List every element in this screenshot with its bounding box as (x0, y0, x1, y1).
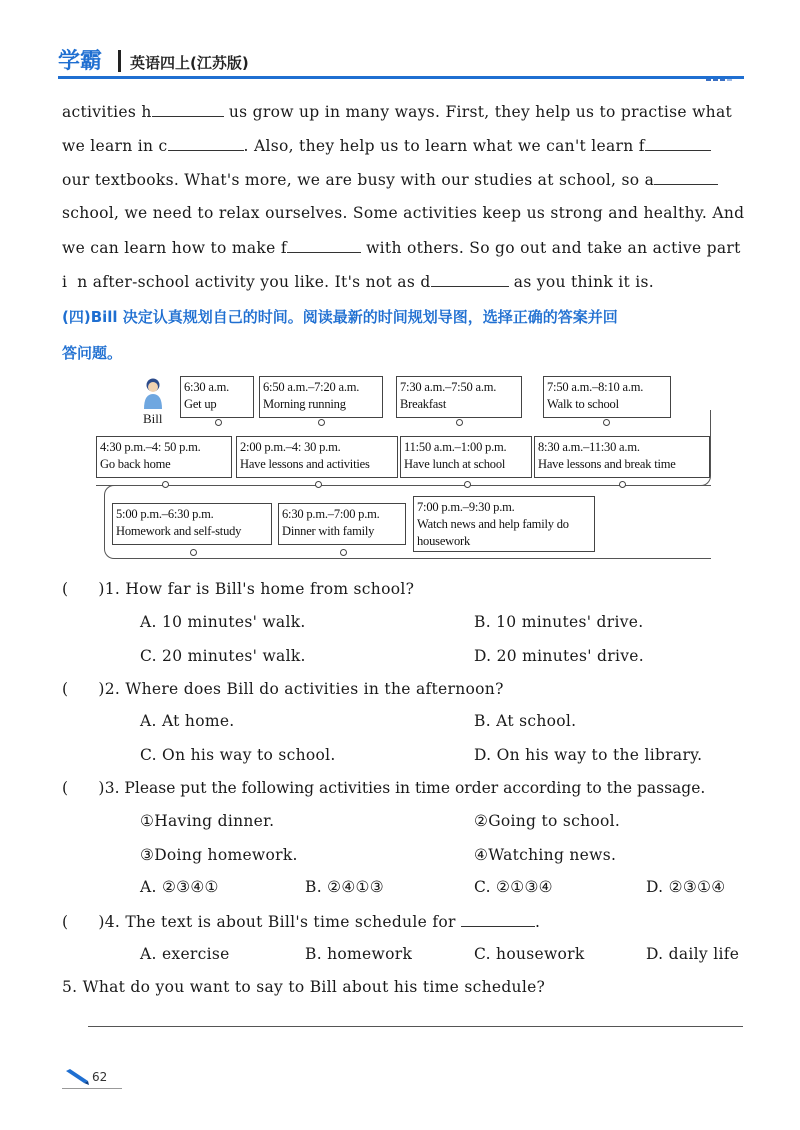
timeline-dot (190, 549, 197, 556)
timeline-dot (603, 419, 610, 426)
blank-input[interactable] (168, 136, 244, 151)
schedule-box: 5:00 p.m.–6:30 p.m. Homework and self-study (112, 503, 272, 545)
brand-logo (58, 44, 102, 75)
schedule-box: 8:30 a.m.–11:30 a.m. Have lessons and break time (534, 436, 710, 478)
item-3: ③Doing homework. (140, 846, 298, 864)
option-b[interactable]: B. 10 minutes' drive. (474, 613, 644, 631)
book-title: 英语四上(江苏版) (130, 54, 249, 72)
question-2: ( )2. Where does Bill do activities in the afternoon? (62, 680, 504, 698)
question-4: ( )4. The text is about Bill's time schedule for . (62, 913, 541, 931)
timeline-dot (162, 481, 169, 488)
blank-input[interactable] (152, 102, 224, 117)
option-a[interactable]: A. exercise (140, 945, 230, 963)
option-a[interactable]: A. 10 minutes' walk. (140, 613, 306, 631)
timeline-dot (464, 481, 471, 488)
blank-input[interactable] (654, 170, 718, 185)
answer-line[interactable] (88, 1026, 743, 1027)
schedule-box: 7:30 a.m.–7:50 a.m. Breakfast (396, 376, 522, 418)
option-c[interactable]: C. 20 minutes' walk. (140, 647, 306, 665)
timeline-dot (456, 419, 463, 426)
question-5: 5. What do you want to say to Bill about his time schedule? (62, 978, 546, 996)
blank-input[interactable] (461, 912, 535, 927)
timeline-dot (619, 481, 626, 488)
passage-line-6: i n after-school activity you like. It's not as d as you think it is. (62, 273, 655, 291)
passage-line-1: activities h us grow up in many ways. First, they help us to practise what (62, 103, 733, 121)
passage-line-2: we learn in c . Also, they help us to learn what we can't learn f (62, 136, 711, 155)
option-b[interactable]: B. ②④①③ (305, 878, 384, 896)
timeline-dot (340, 549, 347, 556)
option-b[interactable]: B. homework (305, 945, 413, 963)
option-d[interactable]: D. 20 minutes' drive. (474, 647, 644, 665)
schedule-box: 7:50 a.m.–8:10 a.m. Walk to school (543, 376, 671, 418)
schedule-box: 7:00 p.m.–9:30 p.m. Watch news and help family do housework (413, 496, 595, 552)
blank-input[interactable] (645, 136, 711, 151)
option-a[interactable]: A. ②③④① (140, 878, 219, 896)
passage-line-4: school, we need to relax ourselves. Some activities keep us strong and healthy. And (62, 204, 745, 222)
option-c[interactable]: C. housework (474, 945, 585, 963)
question-3: ( )3. Please put the following activities in time order according to the passage. (62, 779, 706, 797)
page-number: 62 (92, 1070, 108, 1084)
option-c[interactable]: C. On his way to school. (140, 746, 336, 764)
person-label: Bill (143, 411, 163, 426)
schedule-box: 11:50 a.m.–1:00 p.m. Have lunch at school (400, 436, 532, 478)
schedule-box: 6:50 a.m.–7:20 a.m. Morning running (259, 376, 383, 418)
person-icon (140, 377, 166, 411)
pen-icon (64, 1067, 90, 1087)
schedule-box: 6:30 a.m. Get up (180, 376, 254, 418)
timeline-dot (215, 419, 222, 426)
passage-line-3: our textbooks. What's more, we are busy with our studies at school, so a (62, 170, 718, 189)
timeline-dot (315, 481, 322, 488)
item-4: ④Watching news. (474, 846, 617, 864)
option-c[interactable]: C. ②①③④ (474, 878, 553, 896)
footer-rule (62, 1088, 122, 1089)
schedule-box: 4:30 p.m.–4: 50 p.m. Go back home (96, 436, 232, 478)
option-d[interactable]: D. On his way to the library. (474, 746, 703, 764)
logo-text: 学霸 (58, 49, 103, 74)
item-2: ②Going to school. (474, 812, 621, 830)
header-divider (118, 50, 121, 72)
timeline-dot (318, 419, 325, 426)
blank-input[interactable] (287, 238, 361, 253)
blank-input[interactable] (431, 272, 509, 287)
option-b[interactable]: B. At school. (474, 712, 577, 730)
passage-line-5: we can learn how to make f with others. So go out and take an active part (62, 239, 741, 257)
section-heading: (四)Bill 决定认真规划自己的时间。阅读最新的时间规划导图，选择正确的答案并回 (62, 308, 618, 326)
option-a[interactable]: A. At home. (140, 712, 235, 730)
question-1: ( )1. How far is Bill's home from school? (62, 580, 415, 598)
schedule-box: 6:30 p.m.–7:00 p.m. Dinner with family (278, 503, 406, 545)
header-rule (58, 76, 744, 79)
section-heading-cont: 答问题。 (62, 344, 123, 362)
item-1: ①Having dinner. (140, 812, 275, 830)
option-d[interactable]: D. ②③①④ (646, 878, 726, 896)
option-d[interactable]: D. daily life (646, 945, 740, 963)
schedule-box: 2:00 p.m.–4: 30 p.m. Have lessons and activities (236, 436, 398, 478)
